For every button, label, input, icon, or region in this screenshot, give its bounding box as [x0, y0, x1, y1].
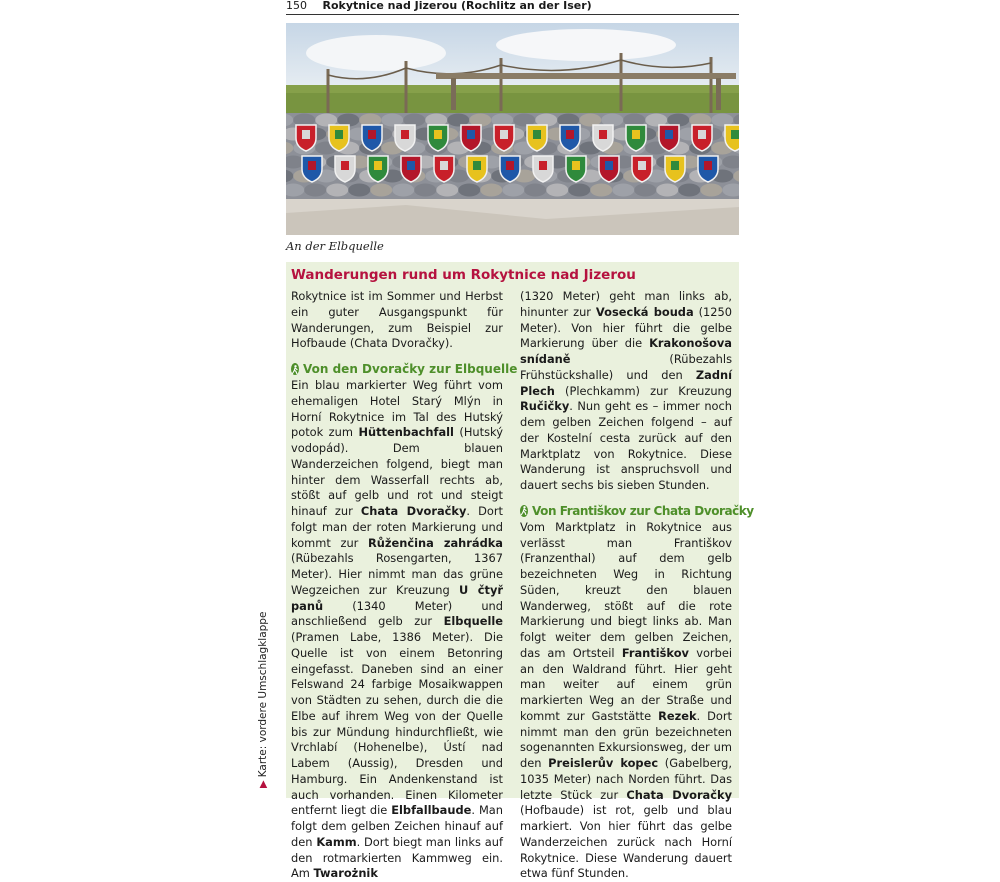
coat-of-arms — [632, 156, 652, 182]
coat-of-arms — [296, 125, 316, 151]
section1-paragraph-continued: (1320 Meter) geht man links ab, hinunter zur Vosecká bouda (1250 Meter). Von hier führt die gelbe Markierung über die Krakonošova snídaně (Rübezahls Frühstückshalle) und den Zadní Plech (Plechkamm) zur Kreuzung Ručičky. Nun geht es – immer noch dem gelben Zeichen folgend – auf der Kostelní cesta zurück auf den Marktplatz von Rokytnice. Diese Wanderung ist anspruchsvoll und dauert sechs bis sieben Stunden. — [520, 289, 733, 492]
coat-of-arms — [428, 125, 448, 151]
cloud — [496, 29, 676, 61]
coat-of-arms — [461, 125, 481, 151]
intro-paragraph: Rokytnice ist im Sommer und Herbst ein guter Ausgangspunkt für Wanderungen, zum Beispiel zur Hofbaude (Chata Dvoračky). — [291, 289, 503, 351]
map-reference-text: Karte: vordere Umschlagklappe — [257, 611, 269, 778]
hiking-icon — [291, 363, 299, 375]
wall-stone — [414, 184, 436, 197]
left-column — [291, 289, 518, 882]
cloud — [306, 35, 446, 71]
coat-of-arms — [593, 125, 613, 151]
wall-stone — [392, 184, 414, 197]
wall-stone — [304, 184, 326, 197]
coat-of-arms — [560, 125, 580, 151]
wall-stone — [524, 184, 546, 197]
coat-of-arms — [302, 156, 322, 182]
coat-of-arms — [500, 156, 520, 182]
coat-of-arms — [395, 125, 415, 151]
section2-paragraph: Vom Marktplatz in Rokytnice aus verlässt man Františkov (Franzenthal) auf dem gelb bezeichneten Weg in Richtung Süden, kreuzt den blauen Wanderweg, stößt auf die rote Markierung und biegt links ab. Man folgt weiter dem gelben Zeichen, das am Ortsteil Františkov vorbei an den Waldrand führt. Hier geht man weiter auf einem grün markierten Weg an der Straße und kommt zur Gaststätte Rezek. Dort nimmt man den grün bezeichneten sogenannten Exkursionsweg, der um den Preislerův kopec (Gabelberg, 1035 Meter) nach Norden führt. Das letzte Stück zur Chata Dvoračky (Hofbaude) ist rot, gelb und blau markiert. Von hier führt das gelbe Wanderzeichen zurück nach Horní Rokytnice. Diese Wanderung dauert etwa fünf Stunden. — [520, 519, 732, 881]
bench-leg — [451, 78, 456, 110]
coat-of-arms — [368, 156, 388, 182]
wall-stone — [502, 184, 524, 197]
wall-stone — [326, 184, 348, 197]
section1-heading — [291, 361, 518, 377]
wall-stone — [480, 184, 502, 197]
coat-of-arms — [494, 125, 514, 151]
bench-leg — [716, 78, 721, 110]
wall-stone — [546, 184, 568, 197]
coat-of-arms — [566, 156, 586, 182]
section2-heading-text: Von Františkov zur Chata Dvoračky — [532, 503, 754, 518]
coat-of-arms — [401, 156, 421, 182]
wall-stone — [590, 184, 612, 197]
section1-heading-text: Von den Dvoračky zur Elbquelle — [303, 362, 518, 376]
coat-of-arms — [659, 125, 679, 151]
wall-stone — [612, 184, 634, 197]
map-reference — [257, 612, 269, 788]
coat-of-arms — [527, 125, 547, 151]
coat-of-arms — [362, 125, 382, 151]
coat-of-arms — [665, 156, 685, 182]
bench-top — [436, 73, 736, 79]
right-column — [520, 289, 754, 882]
wall-stone — [370, 184, 392, 197]
section2-heading — [520, 503, 754, 519]
wall-stone — [568, 184, 590, 197]
section1-paragraph: Ein blau markierter Weg führt vom ehemaligen Hotel Starý Mlýn in Horní Rokytnice im Tal des Hutský potok zum Hüttenbachfall (Hutský vodopád). Dem blauen Wanderzeichen folgend, biegt man hinter dem Wasserfall rechts ab, stößt auf gelb und rot und steigt hinauf zur Chata Dvoračky. Dort folgt man der roten Markierung und kommt zur Růženčina zahrádka (Rübezahls Rosengarten, 1367 Meter). Hier nimmt man das grüne Wegzeichen zur Kreuzung U čtyř panů (1340 Meter) und anschließend gelb zur Elbquelle (Pramen Labe, 1386 Meter). Die Quelle ist von einem Betonring eingefasst. Daneben sind an einer Felswand 24 farbige Mosaikwappen von Städten zu sehen, durch die die Elbe auf ihrem Weg von der Quelle bis zur Mündung hindurchfließt, wie Vrchlabí (Hohenelbe), Ústí nad Labem (Aussig), Dresden und Hamburg. Ein Andenkenstand ist auch vorhanden. Einen Kilometer entfernt liegt die Elbfallbaude. Man folgt dem gelben Zeichen hinauf auf den Kamm. Dort biegt man links auf den rotmarkierten Kammweg ein. Am Twarożnik — [291, 378, 503, 881]
photo-illustration — [286, 23, 739, 235]
coat-of-arms — [335, 156, 355, 182]
running-header — [286, 0, 739, 15]
coat-of-arms — [692, 125, 712, 151]
wall-stone — [348, 184, 370, 197]
triangle-pointer-icon: ▶ — [258, 780, 269, 788]
coat-of-arms — [434, 156, 454, 182]
coat-of-arms — [698, 156, 718, 182]
coat-of-arms — [626, 125, 646, 151]
wall-stone — [436, 184, 458, 197]
coat-of-arms — [467, 156, 487, 182]
box-title: Wanderungen rund um Rokytnice nad Jizerou — [291, 267, 636, 283]
photo-coats-of-arms-wall — [286, 23, 739, 235]
hiking-box — [286, 262, 754, 881]
coat-of-arms — [599, 156, 619, 182]
photo-caption: An der Elbquelle — [286, 239, 384, 253]
wall-stone — [634, 184, 656, 197]
hiking-icon — [520, 505, 528, 517]
page-number: 150 — [286, 0, 307, 12]
running-title: Rokytnice nad Jizerou (Rochlitz an der Iser) — [322, 0, 592, 12]
wall-stone — [656, 184, 678, 197]
coat-of-arms — [533, 156, 553, 182]
wall-stone — [458, 184, 480, 197]
coat-of-arms — [329, 125, 349, 151]
wall-stone — [678, 184, 700, 197]
wall-stone — [700, 184, 722, 197]
